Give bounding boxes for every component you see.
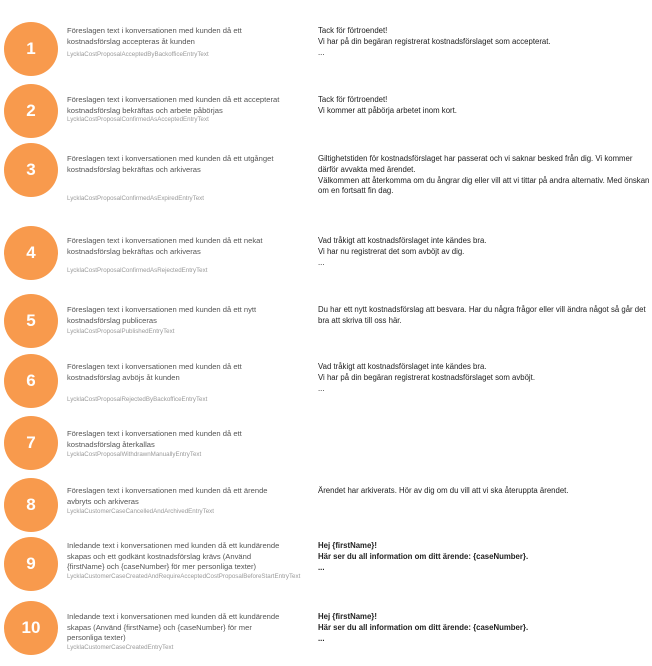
description-text: Föreslagen text i konversationen med kunden då ett utgånget kostnadsförslag bekräftas och arkiveras bbox=[67, 154, 274, 174]
entry-message: Hej {firstName}! Här ser du all information om ditt ärende: {caseNumber}. ... bbox=[318, 541, 529, 572]
entry-description bbox=[67, 154, 282, 203]
description-text: Föreslagen text i konversationen med kunden då ett kostnadsförslag avböjs åt kunden bbox=[67, 362, 242, 382]
step-number-badge: 9 bbox=[4, 537, 58, 591]
entry-description bbox=[67, 26, 282, 59]
entry-key: LycklaCustomerCaseCreatedAndRequireAcceptedCostProposalBeforeStartEntryText bbox=[67, 572, 301, 580]
entry-message: Hej {firstName}! Här ser du all information om ditt ärende: {caseNumber}. ... bbox=[318, 612, 529, 643]
entry-message: Ärendet har arkiverats. Hör av dig om du vill att vi ska återuppta ärendet. bbox=[318, 486, 569, 495]
entry-message: Giltighetstiden för kostnadsförslaget har passerat och vi saknar besked från dig. Vi kommer därför avvakta med ärendet. Välkommen att återkomma om du ångrar dig eller vill att vi tittar på andra alternativ. Med önskan om en fortsatt fin dag. bbox=[318, 154, 650, 196]
entry-description bbox=[67, 429, 282, 459]
description-text: Föreslagen text i konversationen med kunden då ett kostnadsförslag återkallas bbox=[67, 429, 242, 449]
entry-description bbox=[67, 612, 282, 652]
description-text: Föreslagen text i konversationen med kunden då ett ärende avbryts och arkiveras bbox=[67, 486, 268, 506]
step-number-badge: 8 bbox=[4, 478, 58, 532]
entry-key: LycklaCostProposalConfirmedAsAcceptedEntryText bbox=[67, 116, 209, 124]
step-number-badge: 7 bbox=[4, 416, 58, 470]
step-number-badge: 10 bbox=[4, 601, 58, 655]
description-text: Föreslagen text i konversationen med kunden då ett kostnadsförslag accepteras åt kunden bbox=[67, 26, 242, 46]
entry-message: Du har ett nytt kostnadsförslag att besvara. Har du några frågor eller vill ändra något så går det bra att skriva till oss här. bbox=[318, 305, 646, 325]
description-text: Föreslagen text i konversationen med kunden då ett nekat kostnadsförslag bekräftas och arkiveras bbox=[67, 236, 263, 256]
entry-key: LycklaCustomerCaseCreatedEntryText bbox=[67, 643, 174, 651]
entry-key: LycklaCostProposalRejectedByBackofficeEntryText bbox=[67, 396, 208, 404]
entry-message: Tack för förtroendet! Vi kommer att påbörja arbetet inom kort. bbox=[318, 95, 457, 115]
entry-description bbox=[67, 541, 301, 581]
step-number-badge: 3 bbox=[4, 143, 58, 197]
entry-key: LycklaCostProposalPublishedEntryText bbox=[67, 328, 175, 336]
step-number-badge: 1 bbox=[4, 22, 58, 76]
entry-message: Tack för förtroendet! Vi har på din begäran registrerat kostnadsförslaget som accepterat. ... bbox=[318, 26, 551, 57]
entry-description bbox=[67, 236, 282, 275]
entry-message: Vad tråkigt att kostnadsförslaget inte kändes bra. Vi har på din begäran registrerat kostnadsförslaget som avböjt. ... bbox=[318, 362, 535, 393]
step-number-badge: 5 bbox=[4, 294, 58, 348]
step-number-badge: 6 bbox=[4, 354, 58, 408]
description-text: Föreslagen text i konversationen med kunden då ett nytt kostnadsförslag publiceras bbox=[67, 305, 257, 325]
entry-description bbox=[67, 362, 282, 404]
step-number-badge: 2 bbox=[4, 84, 58, 138]
entry-description bbox=[67, 305, 282, 336]
entry-message: Vad tråkigt att kostnadsförslaget inte kändes bra. Vi har nu registrerat det som avböjt av dig. ... bbox=[318, 236, 487, 267]
entry-key: LycklaCustomerCaseCancelledAndArchivedEntryText bbox=[67, 508, 214, 516]
entry-key: LycklaCostProposalConfirmedAsExpiredEntryText bbox=[67, 195, 204, 203]
description-text: Föreslagen text i konversationen med kunden då ett accepterat kostnadsförslag bekräftas och arbete påbörjas bbox=[67, 95, 280, 115]
description-text: Inledande text i konversationen med kunden då ett kundärende skapas och ett godkänt kostnadsförslag krävs (Använd {firstName} och {caseNumber} för mer personliga texter) bbox=[67, 541, 280, 572]
entry-key: LycklaCostProposalAcceptedByBackofficeEntryText bbox=[67, 51, 209, 59]
entry-key: LycklaCostProposalConfirmedAsRejectedEntryText bbox=[67, 267, 208, 275]
entry-key: LycklaCostProposalWithdrawnManuallyEntryText bbox=[67, 451, 202, 459]
description-text: Inledande text i konversationen med kunden då ett kundärende skapas (Använd {firstName} och {caseNumber} för mer personliga texter) bbox=[67, 612, 280, 643]
entry-description bbox=[67, 95, 282, 124]
entry-description bbox=[67, 486, 282, 516]
step-number-badge: 4 bbox=[4, 226, 58, 280]
